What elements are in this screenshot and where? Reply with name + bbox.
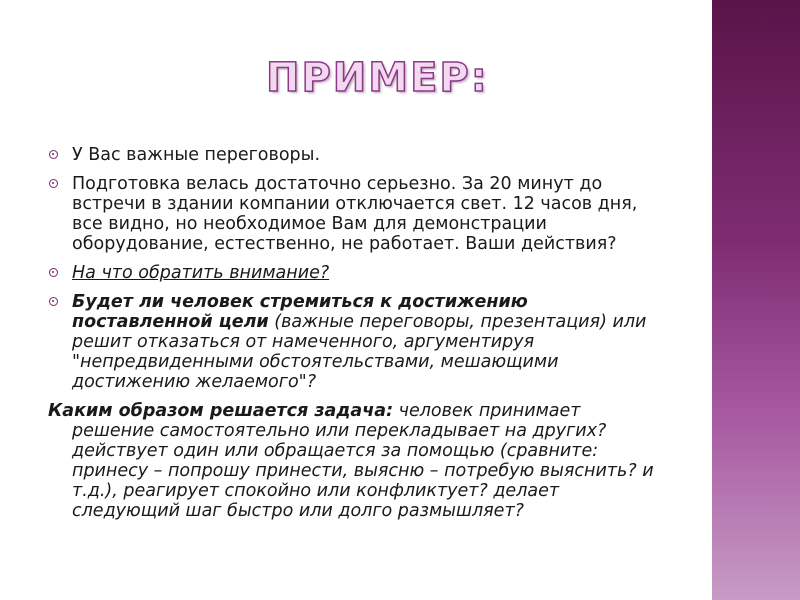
bullet-item-3 xyxy=(48,263,668,283)
bullet-item-2 xyxy=(48,174,668,254)
decorative-side-band xyxy=(712,0,800,600)
paragraph-lead: Каким образом решается задача: xyxy=(48,401,394,421)
ring-bullet-icon xyxy=(49,268,58,277)
ring-bullet-icon xyxy=(49,179,58,188)
bullet-item-1 xyxy=(48,145,668,165)
bullet-text: Подготовка велась достаточно серьезно. За 20 минут до встречи в здании компании отключается свет. 12 часов дня, все видно, но необходимое Вам для демонстрации оборудование, естественно, не работает. Ваши действия? xyxy=(72,174,638,254)
ring-bullet-icon xyxy=(49,150,58,159)
bullet-text: У Вас важные переговоры. xyxy=(72,145,321,165)
slide-content xyxy=(48,145,668,521)
bullet-italic-text: (важные переговоры, презентация) или решит отказаться от намеченного, аргументируя "непредвиденными обстоятельствами, мешающими достижению желаемого"? xyxy=(72,312,647,392)
bullet-text: На что обратить внимание? xyxy=(72,263,330,283)
bullet-bold-text: Будет ли человек стремиться к достижению поставленной цели xyxy=(72,292,528,332)
summary-paragraph xyxy=(48,401,668,521)
paragraph-text: человек принимает решение самостоятельно или перекладывает на других? действует один или обращается за помощью (сравните: принесу – попрошу принести, выясню – потребую выяснить? и т.д.), реагирует спокойно или конфликтует? делает следующий шаг быстро или долго размышляет? xyxy=(72,401,654,521)
ring-bullet-icon xyxy=(49,297,58,306)
slide-title: ПРИМЕР: xyxy=(266,55,489,101)
bullet-item-4 xyxy=(48,292,668,392)
